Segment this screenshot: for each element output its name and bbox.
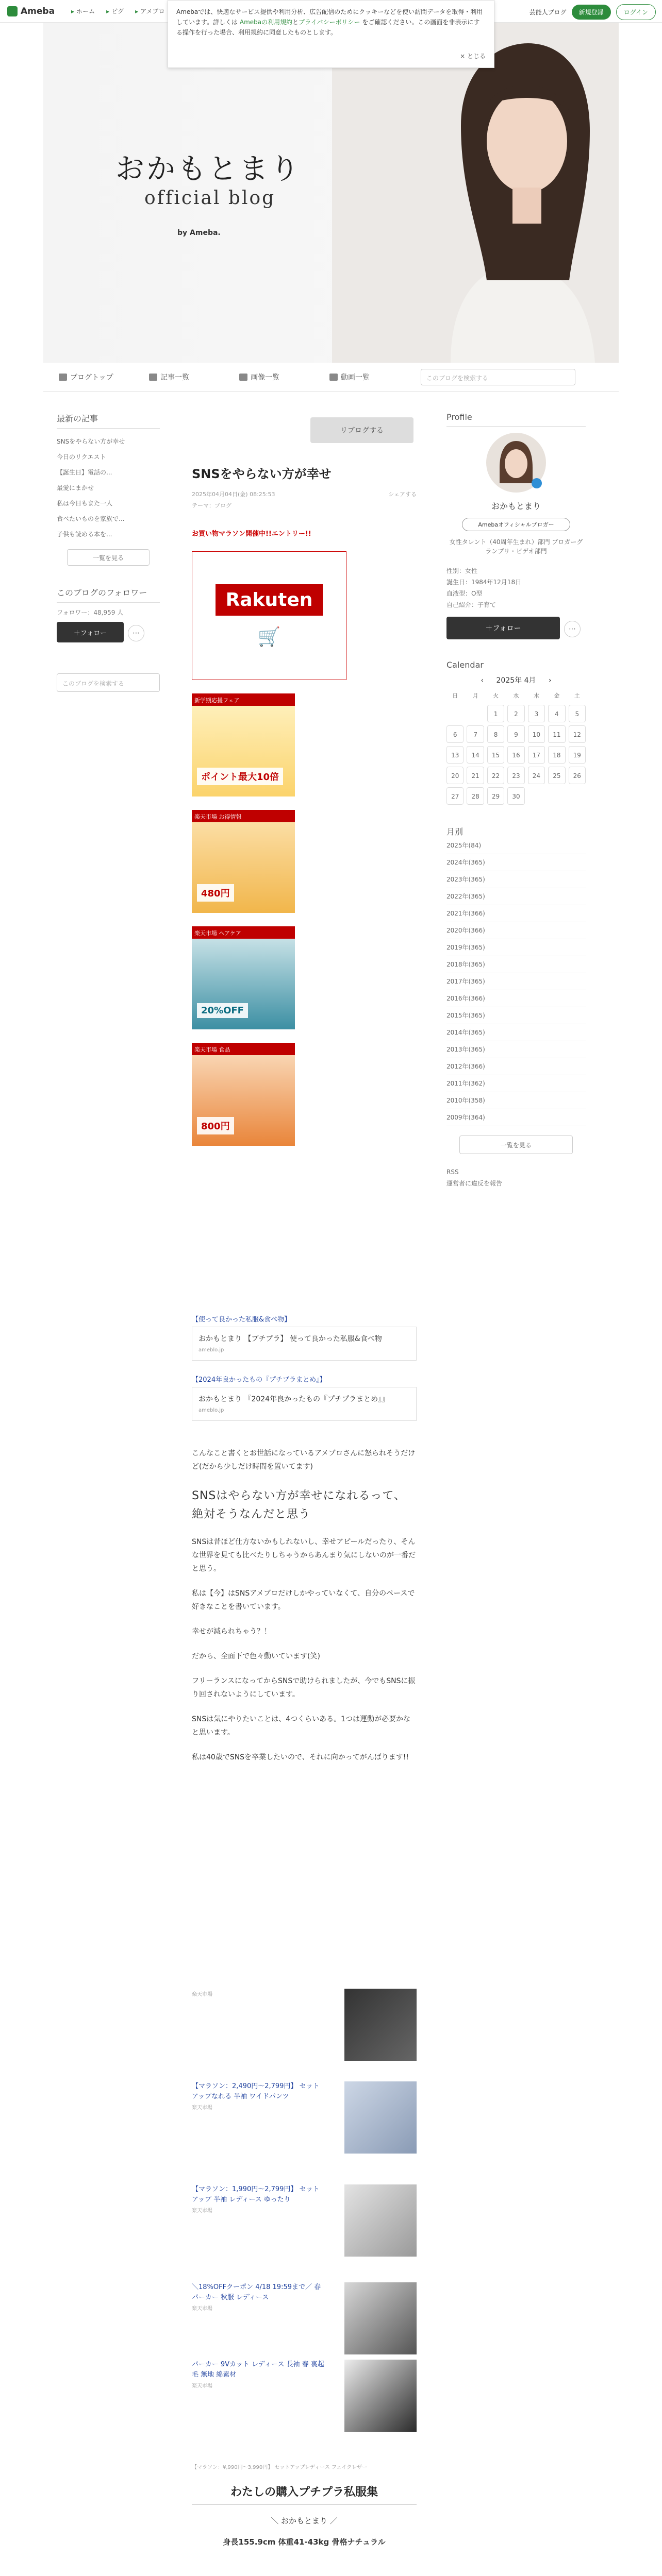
topnav-ameblo[interactable]: ▸ アメブロ — [135, 7, 164, 15]
calendar-day[interactable]: 15 — [487, 746, 504, 764]
archive-year-link[interactable]: 2015年(365) — [446, 1007, 586, 1024]
blog-search-input[interactable]: このブログを検索する — [421, 369, 575, 385]
archive-title: 月別 — [446, 827, 464, 837]
calendar-weekday: 火 — [493, 692, 499, 699]
archive-year-link[interactable]: 2023年(365) — [446, 871, 586, 888]
calendar-day[interactable]: 13 — [446, 746, 464, 764]
more-options-icon[interactable]: ⋯ — [564, 621, 581, 637]
celebrity-blog-link[interactable]: 芸能人ブログ — [529, 9, 567, 16]
recent-article-link[interactable]: 私は今日もまた一人 — [57, 500, 113, 507]
archive-year-link[interactable]: 2009年(364) — [446, 1109, 586, 1126]
product-item[interactable]: 楽天市場 — [192, 1989, 417, 2061]
calendar-day[interactable]: 2 — [507, 705, 524, 722]
by-ameba-label: by Ameba. — [177, 229, 221, 237]
calendar-day[interactable]: 4 — [548, 705, 565, 722]
entry-title[interactable]: SNSをやらない方が幸せ — [192, 467, 332, 481]
follower-count: フォロワー：48,959 人 — [57, 609, 124, 616]
prev-month-icon[interactable]: ‹ — [481, 676, 484, 685]
left-sidebar — [57, 412, 160, 692]
calendar-day[interactable]: 29 — [487, 787, 504, 805]
profile-desc: 女性タレント（40周年生まれ）部門 ブロガーグランプリ・ビデオ部門 — [449, 538, 583, 555]
follow-button-left[interactable]: ＋フォロー — [57, 622, 124, 642]
calendar-day[interactable]: 30 — [507, 787, 524, 805]
calendar-empty — [528, 787, 545, 805]
image-icon — [239, 374, 247, 381]
archive-year-link[interactable]: 2011年(362) — [446, 1075, 586, 1092]
product-image[interactable] — [344, 2360, 417, 2432]
recent-article-link[interactable]: SNSをやらない方が幸せ — [57, 438, 125, 445]
archive-year-link[interactable]: 2010年(358) — [446, 1092, 586, 1109]
cookie-close-button[interactable]: × とじる — [460, 53, 486, 60]
avatar[interactable] — [485, 432, 547, 494]
product-item[interactable]: パーカー 9Vカット レディース 長袖 春 裏起毛 無地 綿素材 楽天市場 — [192, 2360, 417, 2432]
header-portrait-image — [332, 23, 619, 363]
product-item[interactable]: ＼18%OFFクーポン 4/18 19:59まで／ 春 パーカー 秋服 レディース 楽天市場 — [192, 2282, 417, 2354]
calendar-day[interactable]: 26 — [569, 767, 586, 784]
archive-year-link[interactable]: 2025年(84) — [446, 837, 586, 854]
archive-year-link[interactable]: 2012年(366) — [446, 1058, 586, 1075]
calendar-day[interactable]: 27 — [446, 787, 464, 805]
calendar-day[interactable]: 5 — [569, 705, 586, 722]
calendar-day[interactable]: 23 — [507, 767, 524, 784]
promo-banner[interactable]: 楽天市場 お得情報 480円 — [192, 810, 295, 913]
calendar-weekday: 日 — [452, 692, 458, 699]
profile-info: 自己紹介：子育て — [446, 601, 496, 608]
archive-year-link[interactable]: 2014年(365) — [446, 1024, 586, 1041]
paragraph: こんなこと書くとお世話になっているアメブロさんに怒られそうだけど(だから少しだけ時間を置いてます) — [192, 1449, 416, 1471]
calendar-empty — [446, 705, 464, 722]
blog-header — [43, 23, 619, 363]
ameba-mark-icon — [7, 6, 18, 16]
entry-date: 2025年04月04日(金) 08:25:53 — [192, 491, 275, 498]
calendar-day[interactable]: 22 — [487, 767, 504, 784]
calendar-weekday: 金 — [554, 692, 560, 699]
product-image[interactable] — [344, 2282, 417, 2354]
archive-year-link[interactable]: 2022年(365) — [446, 888, 586, 905]
calendar-day[interactable]: 7 — [467, 725, 484, 743]
heading: SNSはやらない方が幸せになれるって、絶対そうなんだと思う — [192, 1489, 406, 1521]
calendar-day[interactable]: 28 — [467, 787, 484, 805]
topnav-home[interactable]: ▸ ホーム — [71, 7, 95, 15]
rakuten-logo: Rakuten — [216, 584, 323, 616]
recent-article-link[interactable]: 【誕生日】電話の... — [57, 469, 112, 476]
calendar-day[interactable]: 20 — [446, 767, 464, 784]
paragraph: 私は【今】はSNSアメブロだけしかやっていなくて、自分のペースで好きなことを書いています。 — [192, 1589, 415, 1611]
left-search-input[interactable]: このブログを検索する — [57, 673, 160, 692]
recent-article-link[interactable]: 最愛にまかせ — [57, 484, 94, 492]
main-article — [192, 417, 417, 1764]
calendar-title: Calendar — [446, 660, 484, 670]
archive-year-link[interactable]: 2013年(365) — [446, 1041, 586, 1058]
nav-videos[interactable]: 動画一覧 — [329, 372, 404, 382]
signup-button[interactable]: 新規登録 — [572, 5, 611, 20]
product-image[interactable] — [344, 2184, 417, 2257]
profile-title: Profile — [446, 412, 586, 427]
calendar-day[interactable]: 6 — [446, 725, 464, 743]
topnav-pigg[interactable]: ▸ ピグ — [106, 7, 124, 15]
calendar-day[interactable]: 11 — [548, 725, 565, 743]
blog-nav — [43, 363, 619, 392]
calendar-month: ‹ 2025年 4月 › — [481, 676, 552, 685]
archive-year-link[interactable]: 2024年(365) — [446, 854, 586, 871]
archive-year-link[interactable]: 2020年(366) — [446, 922, 586, 939]
paragraph: SNSは気にやりたいことは、4つくらいある。1つは運動が必要かなと思います。 — [192, 1715, 411, 1737]
report-link[interactable]: 運営者に違反を報告 — [446, 1180, 503, 1187]
profile-name[interactable]: おかもとまり — [491, 501, 541, 511]
calendar-day[interactable]: 12 — [569, 725, 586, 743]
product-image[interactable] — [344, 2081, 417, 2154]
calendar-day[interactable]: 16 — [507, 746, 524, 764]
calendar-grid — [446, 690, 586, 805]
cookie-notice: Amebaでは、快適なサービス提供や利用分析、広告配信のためにクッキーなどを使い訪問データを取得・利用しています。詳しくは Amebaの利用規約とプライバシーポリシー をご確認ください。この画面を非表示にする操作を行った場合、利用規約に同意したものとします。 × とじる — [168, 0, 494, 68]
rakuten-ad[interactable] — [192, 551, 346, 680]
product-image[interactable] — [344, 1989, 417, 2061]
profile-info: 性別：女性 — [446, 567, 478, 574]
calendar-day[interactable]: 9 — [507, 725, 524, 743]
calendar-day[interactable]: 3 — [528, 705, 545, 722]
promo-banner[interactable]: 楽天市場 ヘアケア 20%OFF — [192, 926, 295, 1029]
archive-list — [446, 837, 586, 1126]
calendar-day[interactable]: 14 — [467, 746, 484, 764]
card-label[interactable]: 【使って良かった私服&食べ物】 — [192, 1316, 291, 1324]
calendar-empty — [548, 787, 565, 805]
recent-article-link[interactable]: 今日のリクエスト — [57, 453, 106, 461]
calendar-empty — [569, 787, 586, 805]
ameba-logo[interactable]: Ameba — [7, 6, 55, 16]
calendar-weekday: 月 — [472, 692, 478, 699]
calendar-day[interactable]: 25 — [548, 767, 565, 784]
blog-subtitle: official blog — [144, 188, 276, 209]
entry-theme[interactable]: テーマ：ブログ — [192, 502, 231, 509]
cart-icon: 🛒 — [257, 626, 281, 648]
login-button[interactable]: ログイン — [616, 4, 656, 20]
profile-info: 誕生日：1984年12月18日 — [446, 579, 522, 586]
calendar-day[interactable]: 1 — [487, 705, 504, 722]
promo-banner[interactable]: 楽天市場 食品 800円 — [192, 1043, 295, 1146]
purchase-section — [192, 2483, 417, 2547]
purchase-name: ＼ おかもとまり ／ — [271, 2516, 338, 2526]
recent-article-link[interactable]: 食べたいものを家族で... — [57, 515, 125, 522]
calendar-day[interactable]: 21 — [467, 767, 484, 784]
blog-title[interactable]: おかもとまり — [115, 152, 301, 186]
paragraph: 幸せが減られちゃう？！ — [192, 1628, 271, 1636]
card-label[interactable]: 【2024年良かったもの『プチプラまとめ』】 — [192, 1376, 326, 1384]
share-button[interactable]: シェアする — [388, 491, 417, 498]
followers-title: このブログのフォロワー — [57, 586, 160, 603]
calendar-day[interactable]: 24 — [528, 767, 545, 784]
nav-blog-top[interactable]: ブログトップ — [59, 372, 134, 382]
paragraph: だから、全面下で色々動いています(笑) — [192, 1652, 320, 1660]
marathon-link[interactable]: お買い物マラソン開催中!!エントリー!! — [192, 530, 311, 538]
nav-articles[interactable]: 記事一覧 — [149, 372, 224, 382]
calendar-day[interactable]: 18 — [548, 746, 565, 764]
product-item[interactable]: 【マラソン：2,490円〜2,799円】 セットアップなれる 半袖 ワイドパンツ 楽天市場 — [192, 2081, 417, 2154]
privacy-link[interactable]: プライバシーポリシー — [299, 19, 360, 26]
archive-year-link[interactable]: 2017年(365) — [446, 973, 586, 990]
archive-year-link[interactable]: 2021年(366) — [446, 905, 586, 922]
calendar-day[interactable]: 19 — [569, 746, 586, 764]
paragraph: 私は40歳でSNSを卒業したいので、それに向かってがんばります!! — [192, 1753, 409, 1761]
product-item[interactable]: 【マラソン：1,990円〜2,799円】 セットアップ 半袖 レディース ゆったり 楽天市場 — [192, 2184, 417, 2257]
archive-year-link[interactable]: 2016年(366) — [446, 990, 586, 1007]
video-icon — [329, 374, 338, 381]
archive-year-link[interactable]: 2019年(365) — [446, 939, 586, 956]
paragraph: SNSは昔ほど仕方ないかもしれないし、幸せアピールだったり、そんな世界を見ても比べたりしちゃうからあんまり気にしないのが一番だと思う。 — [192, 1538, 416, 1573]
calendar-weekday: 木 — [533, 692, 539, 699]
reblog-button[interactable]: リブログする — [310, 417, 413, 443]
archive-year-link[interactable]: 2018年(365) — [446, 956, 586, 973]
paragraph: フリーランスになってからSNSで助けられましたが、今でもSNSに振り回されないようにしています。 — [192, 1677, 416, 1699]
profile-info: 血液型：O型 — [446, 590, 483, 597]
right-sidebar — [446, 412, 586, 1189]
calendar-weekday: 土 — [574, 692, 580, 699]
calendar-empty — [467, 705, 484, 722]
list-icon — [149, 374, 157, 381]
purchase-stats: 身長155.9cm 体重41-43kg 骨格ナチュラル — [223, 2537, 386, 2547]
calendar-day[interactable]: 10 — [528, 725, 545, 743]
recent-more-button[interactable]: 一覧を見る — [67, 549, 150, 566]
link-card[interactable]: おかもとまり 『2024年良かったもの『プチプラまとめ』』 ameblo.jp — [192, 1387, 417, 1421]
terms-link[interactable]: Amebaの利用規約 — [239, 19, 293, 26]
recent-article-link[interactable]: 子供も読める本を... — [57, 531, 112, 538]
nav-images[interactable]: 画像一覧 — [239, 372, 314, 382]
official-badge[interactable]: Amebaオフィシャルブロガー — [462, 518, 570, 531]
product-desc: 【マラソン：¥,990円〜3,990円】 セットアップレディース フェイクレザー — [192, 2465, 368, 2470]
more-options-icon[interactable]: ⋯ — [128, 625, 144, 641]
home-icon — [59, 374, 67, 381]
link-card[interactable]: おかもとまり 【プチプラ】 使って良かった私服&食べ物 ameblo.jp — [192, 1327, 417, 1361]
follow-button-right[interactable]: ＋フォロー — [446, 617, 560, 639]
next-month-icon[interactable]: › — [548, 676, 552, 685]
rss-link[interactable]: RSS — [446, 1168, 459, 1176]
promo-banner[interactable]: 新学期応援フェア ポイント最大10倍 — [192, 693, 295, 796]
recent-articles-title: 最新の記事 — [57, 412, 160, 429]
calendar-weekday: 水 — [513, 692, 519, 699]
purchase-title: わたしの購入プチプラ私服集 — [192, 2483, 417, 2505]
calendar-day[interactable]: 8 — [487, 725, 504, 743]
archive-more-button[interactable]: 一覧を見る — [459, 1136, 573, 1154]
calendar-day[interactable]: 17 — [528, 746, 545, 764]
